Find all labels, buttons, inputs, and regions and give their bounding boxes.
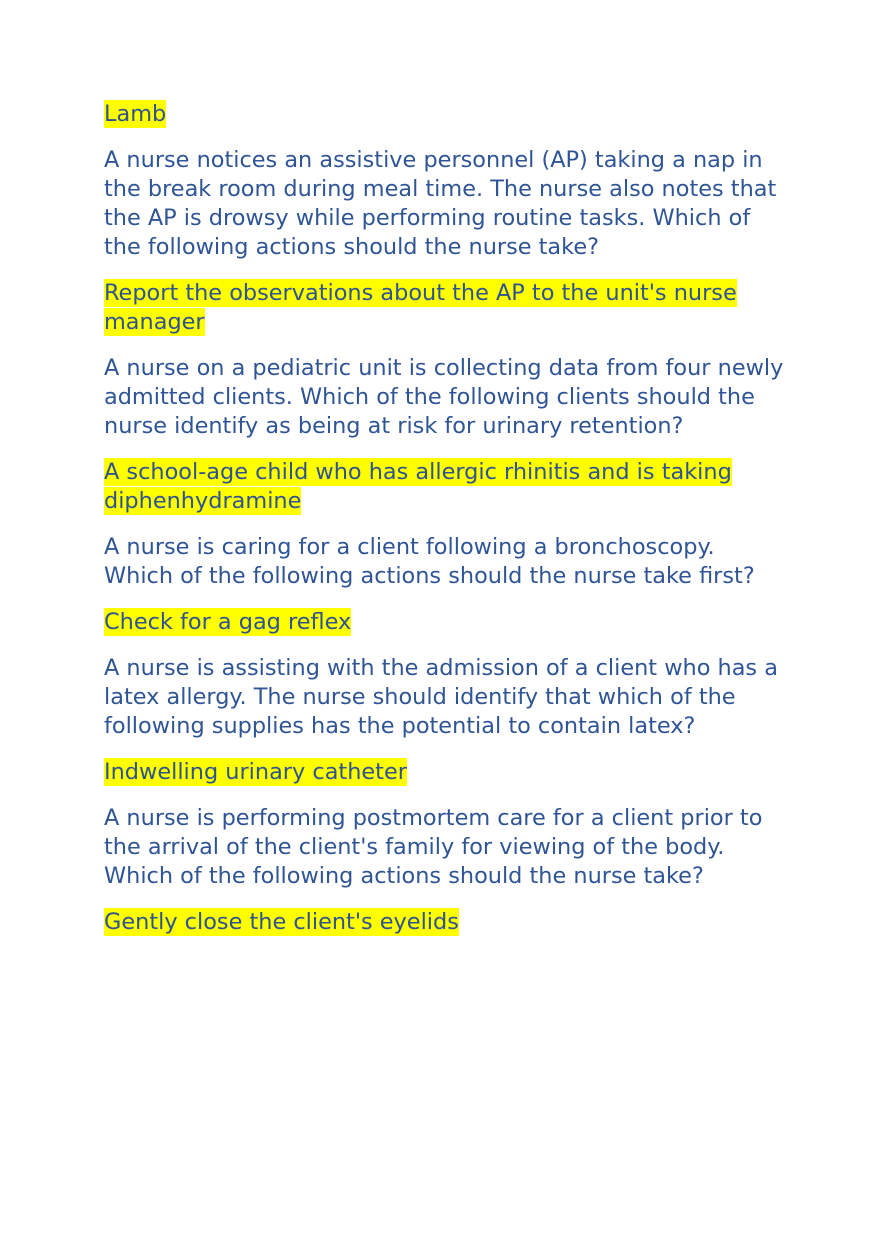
answer-4-line [104, 758, 784, 787]
answer-3-line [104, 608, 784, 637]
answer-1: Report the observations about the AP to the unit's nurse manager [104, 280, 737, 335]
answer-5-line [104, 908, 784, 937]
answer-4: Indwelling urinary catheter [104, 759, 407, 785]
answer-2-line [104, 458, 784, 516]
answer-5: Gently close the client's eyelids [104, 909, 459, 935]
question-2: A nurse on a pediatric unit is collecting data from four newly admitted clients. Which of the following clients should the nurse identify as being at risk for urinary retention? [104, 355, 784, 439]
question-1: A nurse notices an assistive personnel (AP) taking a nap in the break room during meal time. The nurse also notes that the AP is drowsy while performing routine tasks. Which of the following actions should the nurse take? [104, 147, 777, 260]
question-5: A nurse is performing postmortem care for a client prior to the arrival of the client's family for viewing of the body. Which of the following actions should the nurse take? [104, 805, 763, 889]
question-4: A nurse is assisting with the admission of a client who has a latex allergy. The nurse should identify that which of the following supplies has the potential to contain latex? [104, 655, 778, 739]
document-page [104, 100, 784, 954]
document-title-line [104, 100, 784, 129]
answer-3: Check for a gag reflex [104, 609, 352, 635]
document-title: Lamb [104, 101, 167, 127]
answer-1-line [104, 279, 784, 337]
answer-2: A school-age child who has allergic rhinitis and is taking diphenhydramine [104, 459, 732, 514]
question-3: A nurse is caring for a client following a bronchoscopy. Which of the following actions should the nurse take first? [104, 534, 755, 589]
